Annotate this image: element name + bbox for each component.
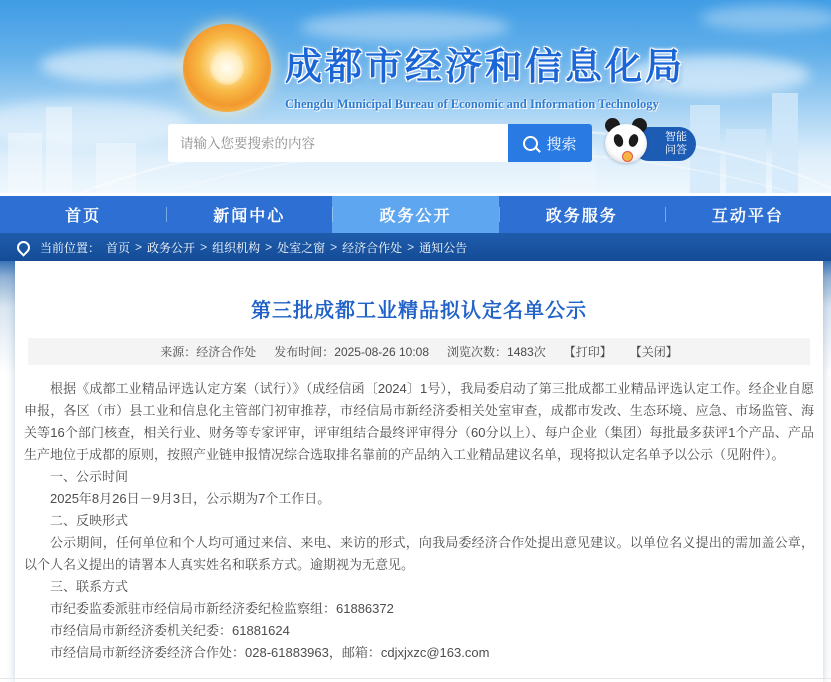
breadcrumb-separator: > xyxy=(407,240,415,254)
nav-item-news[interactable]: 新闻中心 xyxy=(166,196,332,233)
header-banner xyxy=(0,0,831,193)
building-silhouette xyxy=(46,107,72,193)
breadcrumb-item-org[interactable]: 组织机构 xyxy=(212,240,261,255)
breadcrumb-separator: > xyxy=(135,240,143,254)
search-button[interactable] xyxy=(508,124,592,162)
breadcrumb-item-notices[interactable]: 通知公告 xyxy=(419,240,468,255)
bottom-divider xyxy=(0,678,831,679)
breadcrumb-prefix: 当前位置： xyxy=(40,240,101,255)
article-paragraph: 根据《成都工业精品评选认定方案（试行）》（成经信函〔2024〕1号），我局委启动了第三批成都工业精品评选认定工作。经企业自愿申报，各区（市）县工业和信息化主管部门初审推荐，市经信局市新经济委相关处室审查，成都市发改、生态环境、应急、市场监管、海关等16个部门核查，相关行业、财务等专家评审，评审组结合最终评审得分（60分以上）、每户企业（集团）每批最多获评1个产品、产品生产地位于成都的原则，按照产业链申报情况综合选取排名靠前的产品纳入工业精品建议名单，现将拟认定名单予以公示（见附件）。 xyxy=(24,381,814,462)
nav-item-gov-services[interactable]: 政务服务 xyxy=(499,196,665,233)
site-logo-icon[interactable] xyxy=(183,24,271,112)
article-section-heading: 三、联系方式 xyxy=(50,579,129,594)
breadcrumb-item-gov-info[interactable]: 政务公开 xyxy=(147,240,196,255)
meta-views xyxy=(447,343,546,360)
breadcrumb-item-econ-coop[interactable]: 经济合作处 xyxy=(342,240,403,255)
print-button[interactable]: 【打印】 xyxy=(563,345,612,359)
meta-source-value: 经济合作处 xyxy=(196,345,257,359)
site-title: 成都市经济和信息化局 xyxy=(285,46,685,87)
panda-badge xyxy=(622,151,633,162)
article-title: 第三批成都工业精品拟认定名单公示 xyxy=(251,300,587,322)
meta-publish-time xyxy=(274,343,429,360)
cloud-decoration xyxy=(700,5,831,31)
nav-item-gov-info[interactable]: 政务公开 xyxy=(332,196,498,233)
breadcrumb-item-home[interactable]: 首页 xyxy=(106,240,131,255)
close-button[interactable]: 【关闭】 xyxy=(629,345,678,359)
site-brand-text xyxy=(285,24,685,112)
breadcrumb-separator: > xyxy=(330,240,338,254)
meta-publish-value: 2025-08-26 10:08 xyxy=(334,345,430,359)
article-meta xyxy=(28,338,810,365)
nav-item-home[interactable]: 首页 xyxy=(65,208,102,225)
article-body xyxy=(24,378,814,664)
article-contact-line: 市纪委监委派驻市经信局市新经济委纪检监察组：61886372 xyxy=(50,601,394,616)
breadcrumb-item-offices[interactable]: 处室之窗 xyxy=(277,240,326,255)
content-panel xyxy=(15,261,823,682)
site-title-en: Chengdu Municipal Bureau of Economic and Information Technology xyxy=(285,97,659,111)
breadcrumb-separator: > xyxy=(200,240,208,254)
meta-source-label: 来源： xyxy=(160,345,197,359)
article-paragraph: 公示期间，任何单位和个人均可通过来信、来电、来访的形式，向我局委经济合作处提出意见建议。以单位名义提出的需加盖公章，以个人名义提出的请署本人真实姓名和联系方式。逾期视为无意见。 xyxy=(24,535,814,572)
article-section-heading: 二、反映形式 xyxy=(50,513,129,528)
smart-qa-button[interactable]: 智能问答 xyxy=(632,127,696,161)
nav-item-interaction[interactable]: 互动平台 xyxy=(665,196,831,233)
search-input[interactable] xyxy=(168,124,508,162)
search-button-label: 搜索 xyxy=(546,135,577,153)
site-brand xyxy=(183,24,685,112)
breadcrumb xyxy=(0,233,831,261)
meta-views-value: 1483次 xyxy=(507,345,546,359)
breadcrumb-separator: > xyxy=(265,240,273,254)
article-section-heading: 一、公示时间 xyxy=(50,469,129,484)
search-icon xyxy=(523,136,538,151)
article-paragraph: 2025年8月26日－9月3日，公示期为7个工作日。 xyxy=(50,491,331,506)
panda-mascot-icon[interactable] xyxy=(604,117,648,164)
location-pin-icon xyxy=(14,238,32,256)
article-contact-line: 市经信局市新经济委经济合作处：028-61883963，邮箱：cdjxjxzc@163.com xyxy=(50,645,490,660)
cloud-decoration xyxy=(40,48,190,82)
building-silhouette xyxy=(8,133,42,193)
main-nav xyxy=(0,196,831,233)
meta-source xyxy=(160,343,256,360)
article-contact-line: 市经信局市新经济委机关纪委：61881624 xyxy=(50,623,290,638)
meta-publish-label: 发布时间： xyxy=(274,345,335,359)
meta-views-label: 浏览次数： xyxy=(447,345,508,359)
